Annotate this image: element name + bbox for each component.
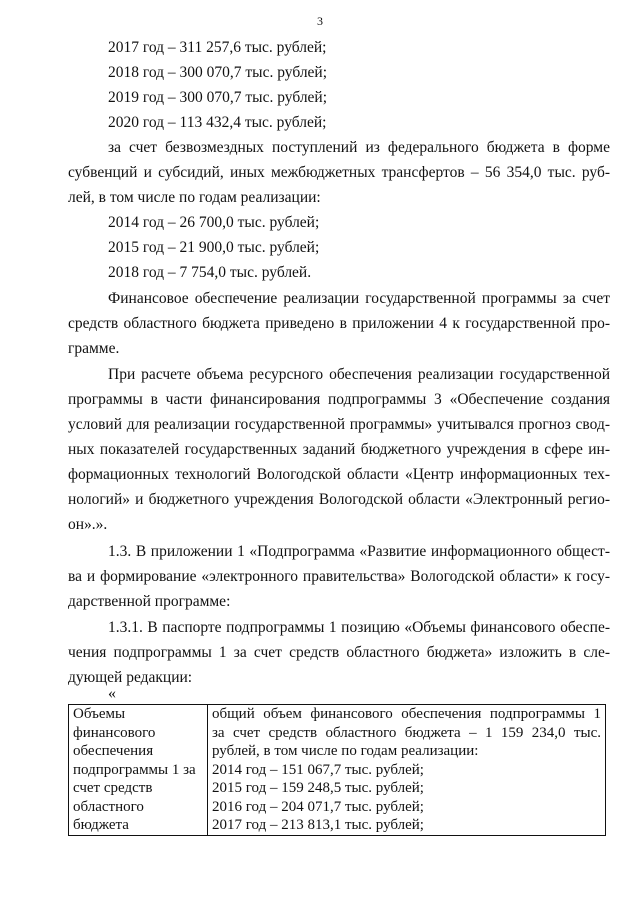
item-1-3-1-line-2: чения подпрограммы 1 за счет средств областного бюджета» изложить в сле- [68,644,610,661]
value-line-2014: 2014 год – 151 067,7 тыс. рублей; [212,761,424,778]
label-line: обеспечения [73,743,154,759]
budget-line-2020: 2020 год – 113 432,4 тыс. рублей; [108,114,327,131]
value-line: рублей, в том числе по годам реализации: [212,743,479,759]
passport-table [68,704,606,836]
finance-para-line-1: Финансовое обеспечение реализации государственной программы за счет [108,290,610,307]
calc-para-line-2: программы в части финансирования подпрограммы 3 «Обеспечение создания [68,391,610,408]
budget-line-2017: 2017 год – 311 257,6 тыс. рублей; [108,39,327,56]
calc-para-line-1: При расчете объема ресурсного обеспечения реализации государственной [108,366,610,383]
finance-para-line-2: средств областного бюджета приведено в приложении 4 к государственной про- [68,315,610,332]
item-1-3-line-1: 1.3. В приложении 1 «Подпрограмма «Развитие информационного общест- [108,543,610,560]
calc-para-line-7: он».». [68,516,108,533]
federal-para-line-1: за счет безвозмездных поступлений из федерального бюджета в форме [108,139,610,156]
table-row [69,705,606,836]
label-line: счет средств [73,780,153,796]
item-1-3-1-line-1: 1.3.1. В паспорте подпрограммы 1 позицию «Объемы финансового обеспе- [108,619,610,636]
calc-para-line-4: ных показателей государственных заданий бюджетного учреждения в сфере ин- [68,441,610,458]
label-line: финансового [73,724,156,741]
value-line-2017: 2017 год – 213 813,1 тыс. рублей; [212,817,424,833]
item-1-3-line-2: ва и формирование «электронного правительства» Вологодской области» к госу- [68,568,610,585]
calc-para-line-6: нологий» и бюджетного учреждения Вологодской области «Электронный регио- [68,491,610,508]
label-line: областного [73,798,144,815]
budget-line-2018: 2018 год – 300 070,7 тыс. рублей; [108,64,328,81]
calc-para-line-3: условий для реализации государственной программы» учитывался прогноз свод- [68,416,610,433]
value-line-2015: 2015 год – 159 248,5 тыс. рублей; [212,780,424,796]
federal-line-2014: 2014 год – 26 700,0 тыс. рублей; [108,214,320,231]
label-line: Объемы [73,706,126,722]
item-1-3-1-line-3: дующей редакции: [68,669,193,686]
passport-value-cell [208,705,606,836]
finance-para-line-3: грамме. [68,340,120,357]
passport-label-cell [69,705,208,836]
federal-para-line-2: субвенций и субсидий, иных межбюджетных трансфертов – 56 354,0 тыс. руб- [68,164,610,181]
opening-quote-mark: « [108,685,116,702]
budget-line-2019: 2019 год – 300 070,7 тыс. рублей; [108,89,328,106]
federal-para-line-3: лей, в том числе по годам реализации: [68,189,321,206]
value-line-2016: 2016 год – 204 071,7 тыс. рублей; [212,798,424,815]
calc-para-line-5: формационных технологий Вологодской области «Центр информационных тех- [68,466,610,483]
federal-line-2015: 2015 год – 21 900,0 тыс. рублей; [108,239,320,256]
label-line: бюджета [73,817,129,833]
federal-line-2018: 2018 год – 7 754,0 тыс. рублей. [108,264,312,281]
page-number: 3 [317,14,323,28]
value-line: общий объем финансового обеспечения подпрограммы 1 [212,706,601,722]
item-1-3-line-3: дарственной программе: [68,593,231,610]
label-line: подпрограммы 1 за [73,761,196,778]
value-line: за счет средств областного бюджета – 1 159 234,0 тыс. [212,724,601,741]
